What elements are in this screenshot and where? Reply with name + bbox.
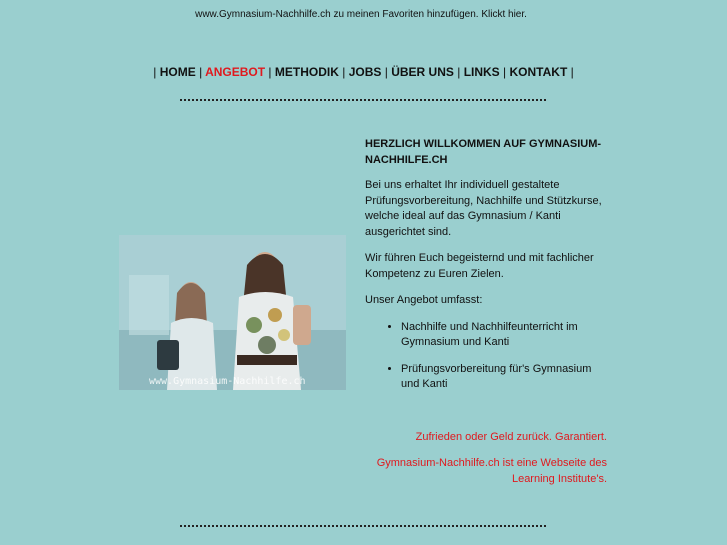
nav-item-methodik[interactable]: METHODIK: [274, 65, 339, 79]
list-item: • Prüfungsvorbereitung für's Gymnasium und Kanti: [401, 362, 610, 393]
hero-photo: [119, 235, 346, 390]
nav-separator: |: [570, 65, 574, 79]
offer-list: [365, 320, 610, 393]
goals-paragraph: Wir führen Euch begeisternd und mit fachlicher Kompetenz zu Euren Zielen.: [365, 252, 594, 280]
nav-separator: |: [342, 65, 346, 79]
nav-separator: |: [384, 65, 388, 79]
page-title: HERZLICH WILLKOMMEN AUF GYMNASIUM-NACHHILFE.CH: [365, 138, 602, 166]
nav-separator: |: [457, 65, 461, 79]
nav-separator: |: [153, 65, 157, 79]
students-illustration: [119, 235, 346, 390]
nav-item-kontakt[interactable]: KONTAKT: [509, 65, 568, 79]
nav-item-ueber-uns[interactable]: ÜBER UNS: [391, 65, 454, 79]
nav-item-links[interactable]: LINKS: [463, 65, 500, 79]
nav-item-angebot[interactable]: ANGEBOT: [205, 65, 266, 79]
main-content: [365, 137, 610, 404]
offer-intro: Unser Angebot umfasst:: [365, 294, 483, 306]
add-favorites-link[interactable]: www.Gymnasium-Nachhilfe.ch zu meinen Favoriten hinzufügen. Klickt hier.: [195, 9, 527, 20]
intro-paragraph: Bei uns erhaltet Ihr individuell gestaltete Prüfungsvorbereitung, Nachhilfe und Stützkurse, welche ideal auf das Gymnasium / Kanti ausgerichtet sind.: [365, 179, 602, 238]
main-nav: [0, 65, 727, 79]
nav-item-home[interactable]: HOME: [159, 65, 196, 79]
nav-separator: |: [268, 65, 272, 79]
nav-item-jobs[interactable]: JOBS: [348, 65, 382, 79]
guarantee-text: Zufrieden oder Geld zurück. Garantiert.: [415, 431, 607, 443]
dotted-divider-bottom: [180, 525, 546, 527]
nav-separator: |: [199, 65, 203, 79]
institute-note: Gymnasium-Nachhilfe.ch ist eine Webseite des Learning Institute's.: [376, 457, 607, 485]
dotted-divider-top: [180, 99, 546, 101]
list-item: • Nachhilfe und Nachhilfeunterricht im Gymnasium und Kanti: [401, 320, 610, 351]
photo-watermark: www.Gymnasium-Nachhilfe.ch: [149, 376, 306, 387]
nav-separator: |: [503, 65, 507, 79]
